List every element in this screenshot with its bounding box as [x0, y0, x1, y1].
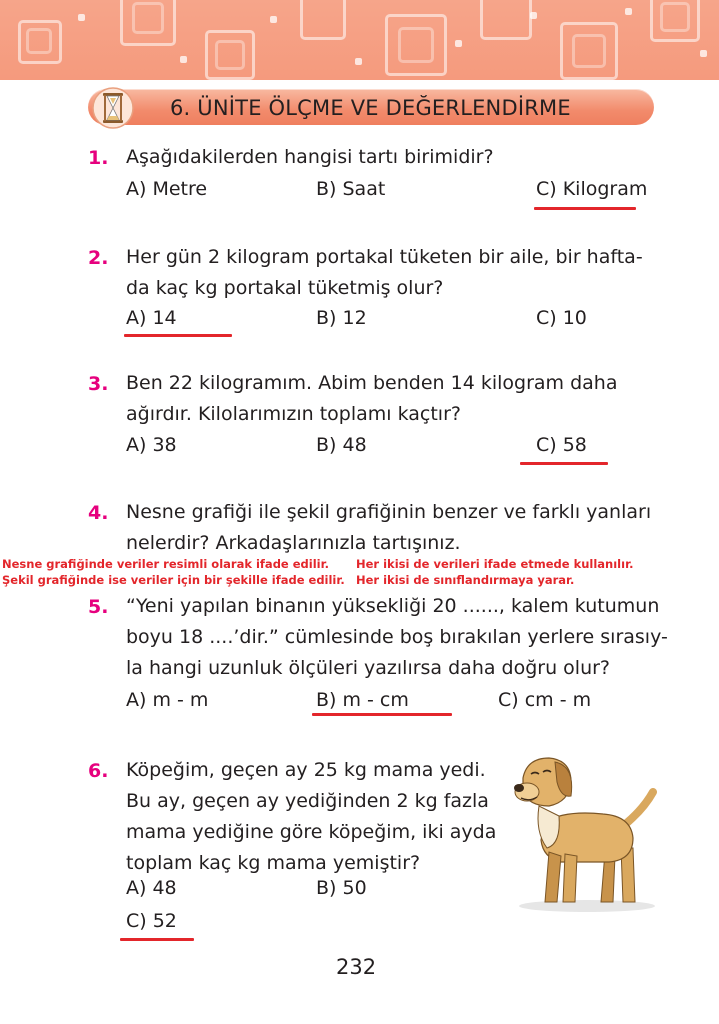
question-3-option-c: C) 58 — [536, 434, 587, 456]
dog-illustration — [505, 752, 665, 914]
question-2-answer-mark — [124, 334, 232, 337]
question-6-line-1: Köpeğim, geçen ay 25 kg mama yedi. — [126, 759, 486, 781]
question-4-line-2: nelerdir? Arkadaşlarınızla tartışınız. — [126, 532, 461, 554]
question-3-line-1: Ben 22 kilogramım. Abim benden 14 kilogram daha — [126, 372, 618, 394]
question-3-number: 3. — [88, 373, 109, 395]
page-number: 232 — [336, 955, 377, 979]
question-2-option-a: A) 14 — [126, 307, 177, 329]
question-1-number: 1. — [88, 147, 109, 169]
question-5-number: 5. — [88, 596, 109, 618]
question-5-option-b: B) m - cm — [316, 689, 409, 711]
question-1-option-b: B) Saat — [316, 178, 386, 200]
question-6-line-4: toplam kaç kg mama yemiştir? — [126, 852, 421, 874]
question-6-option-a: A) 48 — [126, 877, 177, 899]
answer-note-right-2: Her ikisi de sınıflandırmaya yarar. — [356, 573, 575, 587]
answer-note-left-1: Nesne grafiğinde veriler resimli olarak ifade edilir. — [2, 557, 329, 571]
hourglass-icon — [92, 86, 134, 130]
question-2-line-1: Her gün 2 kilogram portakal tüketen bir aile, bir hafta- — [126, 246, 643, 268]
question-5-line-1: “Yeni yapılan binanın yüksekliği 20 ......, kalem kutumun — [126, 595, 660, 617]
question-1-text: Aşağıdakilerden hangisi tartı birimidir? — [126, 146, 494, 168]
answer-note-left-2: Şekil grafiğinde ise veriler için bir şekille ifade edilir. — [2, 573, 345, 587]
question-4-line-1: Nesne grafiği ile şekil grafiğinin benzer ve farklı yanları — [126, 501, 652, 523]
question-5-option-a: A) m - m — [126, 689, 209, 711]
answer-note-right-1: Her ikisi de verileri ifade etmede kullanılır. — [356, 557, 634, 571]
question-6-option-b: B) 50 — [316, 877, 367, 899]
question-6-answer-mark — [120, 938, 194, 941]
question-2-option-c: C) 10 — [536, 307, 587, 329]
question-5-answer-mark — [312, 713, 452, 716]
unit-title: 6. ÜNİTE ÖLÇME VE DEĞERLENDİRME — [170, 96, 571, 120]
question-1-option-c: C) Kilogram — [536, 178, 648, 200]
question-4-number: 4. — [88, 502, 109, 524]
question-5-line-2: boyu 18 ....’dir.” cümlesinde boş bırakılan yerlere sırasıy- — [126, 626, 668, 648]
question-3-option-a: A) 38 — [126, 434, 177, 456]
question-5-line-3: la hangi uzunluk ölçüleri yazılırsa daha doğru olur? — [126, 657, 611, 679]
question-5-option-c: C) cm - m — [498, 689, 592, 711]
question-1-option-a: A) Metre — [126, 178, 208, 200]
question-6-option-c: C) 52 — [126, 910, 177, 932]
question-6-number: 6. — [88, 760, 109, 782]
question-6-line-3: mama yediğine göre köpeğim, iki ayda — [126, 821, 497, 843]
question-1-answer-mark — [534, 207, 636, 210]
question-3-option-b: B) 48 — [316, 434, 367, 456]
question-2-option-b: B) 12 — [316, 307, 367, 329]
question-2-number: 2. — [88, 247, 109, 269]
question-6-line-2: Bu ay, geçen ay yediğinden 2 kg fazla — [126, 790, 489, 812]
question-3-answer-mark — [520, 462, 608, 465]
header-banner — [0, 0, 719, 80]
question-3-line-2: ağırdır. Kilolarımızın toplamı kaçtır? — [126, 403, 461, 425]
question-2-line-2: da kaç kg portakal tüketmiş olur? — [126, 277, 444, 299]
